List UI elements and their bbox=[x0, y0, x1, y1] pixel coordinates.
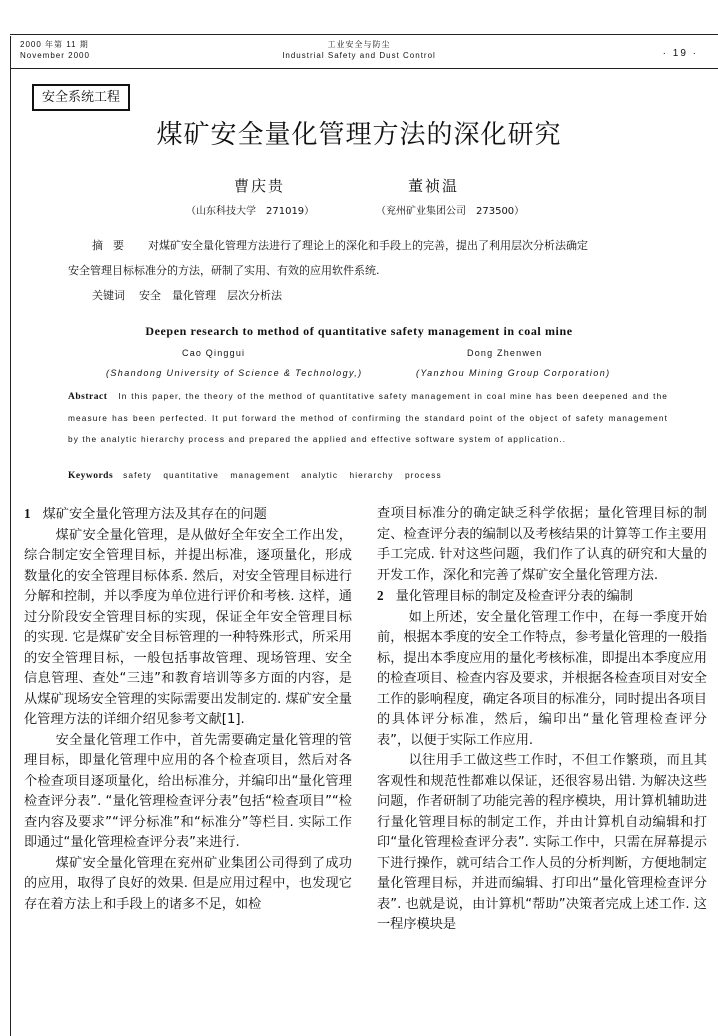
author-name: 董祯温 bbox=[408, 177, 460, 195]
abstract-cn-label: 摘要 bbox=[92, 239, 134, 252]
abstract-cn-text: 对煤矿安全量化管理方法进行了理论上的深化和手段上的完善，提出了利用层次分析法确定 bbox=[148, 239, 588, 252]
section-heading-text: 煤矿安全量化管理方法及其存在的问题 bbox=[42, 507, 267, 522]
issue-en: November 2000 bbox=[20, 51, 90, 60]
section-heading-text: 量化管理目标的制定及检查评分表的编制 bbox=[395, 589, 633, 604]
author-affiliation: （山东科技大学 271019） bbox=[186, 206, 315, 217]
body-column-right bbox=[377, 504, 707, 936]
body-paragraph: 安全量化管理工作中，首先需要确定量化管理的管理目标，即量化管理中应用的各个检查项目，然后对各个检查项目逐项量化，给出标准分，并编印出“量化管理检查评分表”. “量化管理检查评分表”包括“检查项目”“检查内容及要求”“评分标准”和“标准分”等栏目. 实际工作即通过“量化管理检查评分表”来进行. bbox=[24, 732, 352, 850]
journal-cn: 工业安全与防尘 bbox=[327, 40, 391, 49]
abstract-cn-line1 bbox=[68, 233, 678, 258]
english-keywords-label: Keywords bbox=[68, 471, 114, 481]
page-left-rule bbox=[10, 36, 11, 1036]
english-affiliation: (Shandong University of Science & Technology,) bbox=[106, 368, 363, 378]
keywords-cn bbox=[68, 283, 678, 308]
header-journal bbox=[0, 39, 718, 61]
paper-title: 煤矿安全量化管理方法的深化研究 bbox=[156, 120, 562, 150]
section-heading bbox=[377, 586, 707, 608]
issue-cn: 2000 年第 11 期 bbox=[20, 40, 89, 49]
header-bottom-rule bbox=[10, 68, 718, 69]
section-heading bbox=[24, 504, 352, 526]
keywords-cn-label: 关键词 bbox=[92, 289, 125, 302]
body-paragraph: 煤矿安全量化管理，是从做好全年安全工作出发，综合制定安全管理目标，并提出标准，逐项量化，形成数量化的安全管理目标体系. 然后，对安全管理目标进行分解和控制，并以季度为单位进行评价和考核. 这样，通过分阶段安全管理目标的实现，保证全年安全管理目标的实现. 它是煤矿安全目标管理的一种特殊形式，所采用的安全管理目标，一般包括事故管理、现场管理、安全信息管理、查处“三违”和教育培训等多方面的内容，是从煤矿现场安全管理的实际需要出发制定的. 煤矿安全量化管理方法的详细介绍见参考文献[1]. bbox=[24, 527, 352, 727]
page-number: · 19 · bbox=[662, 48, 698, 59]
section-label: 安全系统工程 bbox=[32, 84, 130, 111]
english-keywords-text: safety quantitative management analytic hierarchy process bbox=[123, 470, 442, 480]
abstract-cn-line2: 安全管理目标标准分的方法，研制了实用、有效的应用软件系统. bbox=[68, 264, 380, 277]
header-top-rule bbox=[10, 34, 718, 35]
english-keywords bbox=[68, 470, 442, 481]
english-affiliation: (Yanzhou Mining Group Corporation) bbox=[416, 368, 611, 378]
abstract-cn bbox=[68, 233, 678, 308]
english-abstract-label: Abstract bbox=[68, 392, 108, 402]
section-number: 1 bbox=[24, 506, 31, 521]
keywords-cn-text: 安全 量化管理 层次分析法 bbox=[139, 289, 282, 302]
english-abstract-text: In this paper, the theory of the method of quantitative safety management in coal mine has been deepened and the measure has been perfected. It put forward the method of confirming the standard point of the object of safety management by the analytic hierarchy process and prepared the applied and effective software system of application.. bbox=[68, 391, 668, 444]
section-number: 2 bbox=[377, 588, 384, 603]
author-name: 曹庆贵 bbox=[234, 177, 286, 195]
body-paragraph: 如上所述，安全量化管理工作中，在每一季度开始前，根据本季度的安全工作特点，参考量化管理的一般指标，提出本季度应用的量化考核标准，即提出本季度应用的检查项目、检查内容及要求，并根据各检查项目对安全工作的影响程度，确定各项目的标准分，同时提出各项目的具体评分标准，然后，编印出“量化管理检查评分表”，以便于实际工作应用. bbox=[377, 609, 707, 748]
english-abstract bbox=[68, 386, 668, 450]
body-column-left bbox=[24, 504, 352, 915]
author-affiliation: （兖州矿业集团公司 273500） bbox=[376, 206, 525, 217]
body-paragraph: 煤矿安全量化管理在兖州矿业集团公司得到了成功的应用，取得了良好的效果. 但是应用过程中，也发现它存在着方法上和手段上的诸多不足，如检 bbox=[24, 855, 352, 912]
body-paragraph: 以往用手工做这些工作时，不但工作繁琐，而且其客观性和规范性都难以保证，还很容易出错. 为解决这些问题，作者研制了功能完善的程序模块，用计算机辅助进行量化管理目标的制定工作，并由计算机自动编辑和打印“量化管理检查评分表”. 实际工作中，只需在屏幕提示下进行操作，就可结合工作人员的分析判断，方便地制定量化管理目标，并进而编辑、打印出“量化管理检查评分表”. 也就是说，由计算机“帮助”决策者完成上述工作. 这一程序模块是 bbox=[377, 753, 707, 932]
english-title: Deepen research to method of quantitative safety management in coal mine bbox=[145, 324, 573, 338]
journal-en: Industrial Safety and Dust Control bbox=[282, 51, 436, 60]
body-paragraph: 查项目标准分的确定缺乏科学依据；量化管理目标的制定、检查评分表的编制以及考核结果的计算等工作主要用手工完成. 针对这些问题，我们作了认真的研究和大量的开发工作，深化和完善了煤矿安全量化管理方法. bbox=[377, 506, 707, 583]
english-author: Dong Zhenwen bbox=[467, 348, 543, 358]
english-author: Cao Qinggui bbox=[182, 348, 246, 358]
